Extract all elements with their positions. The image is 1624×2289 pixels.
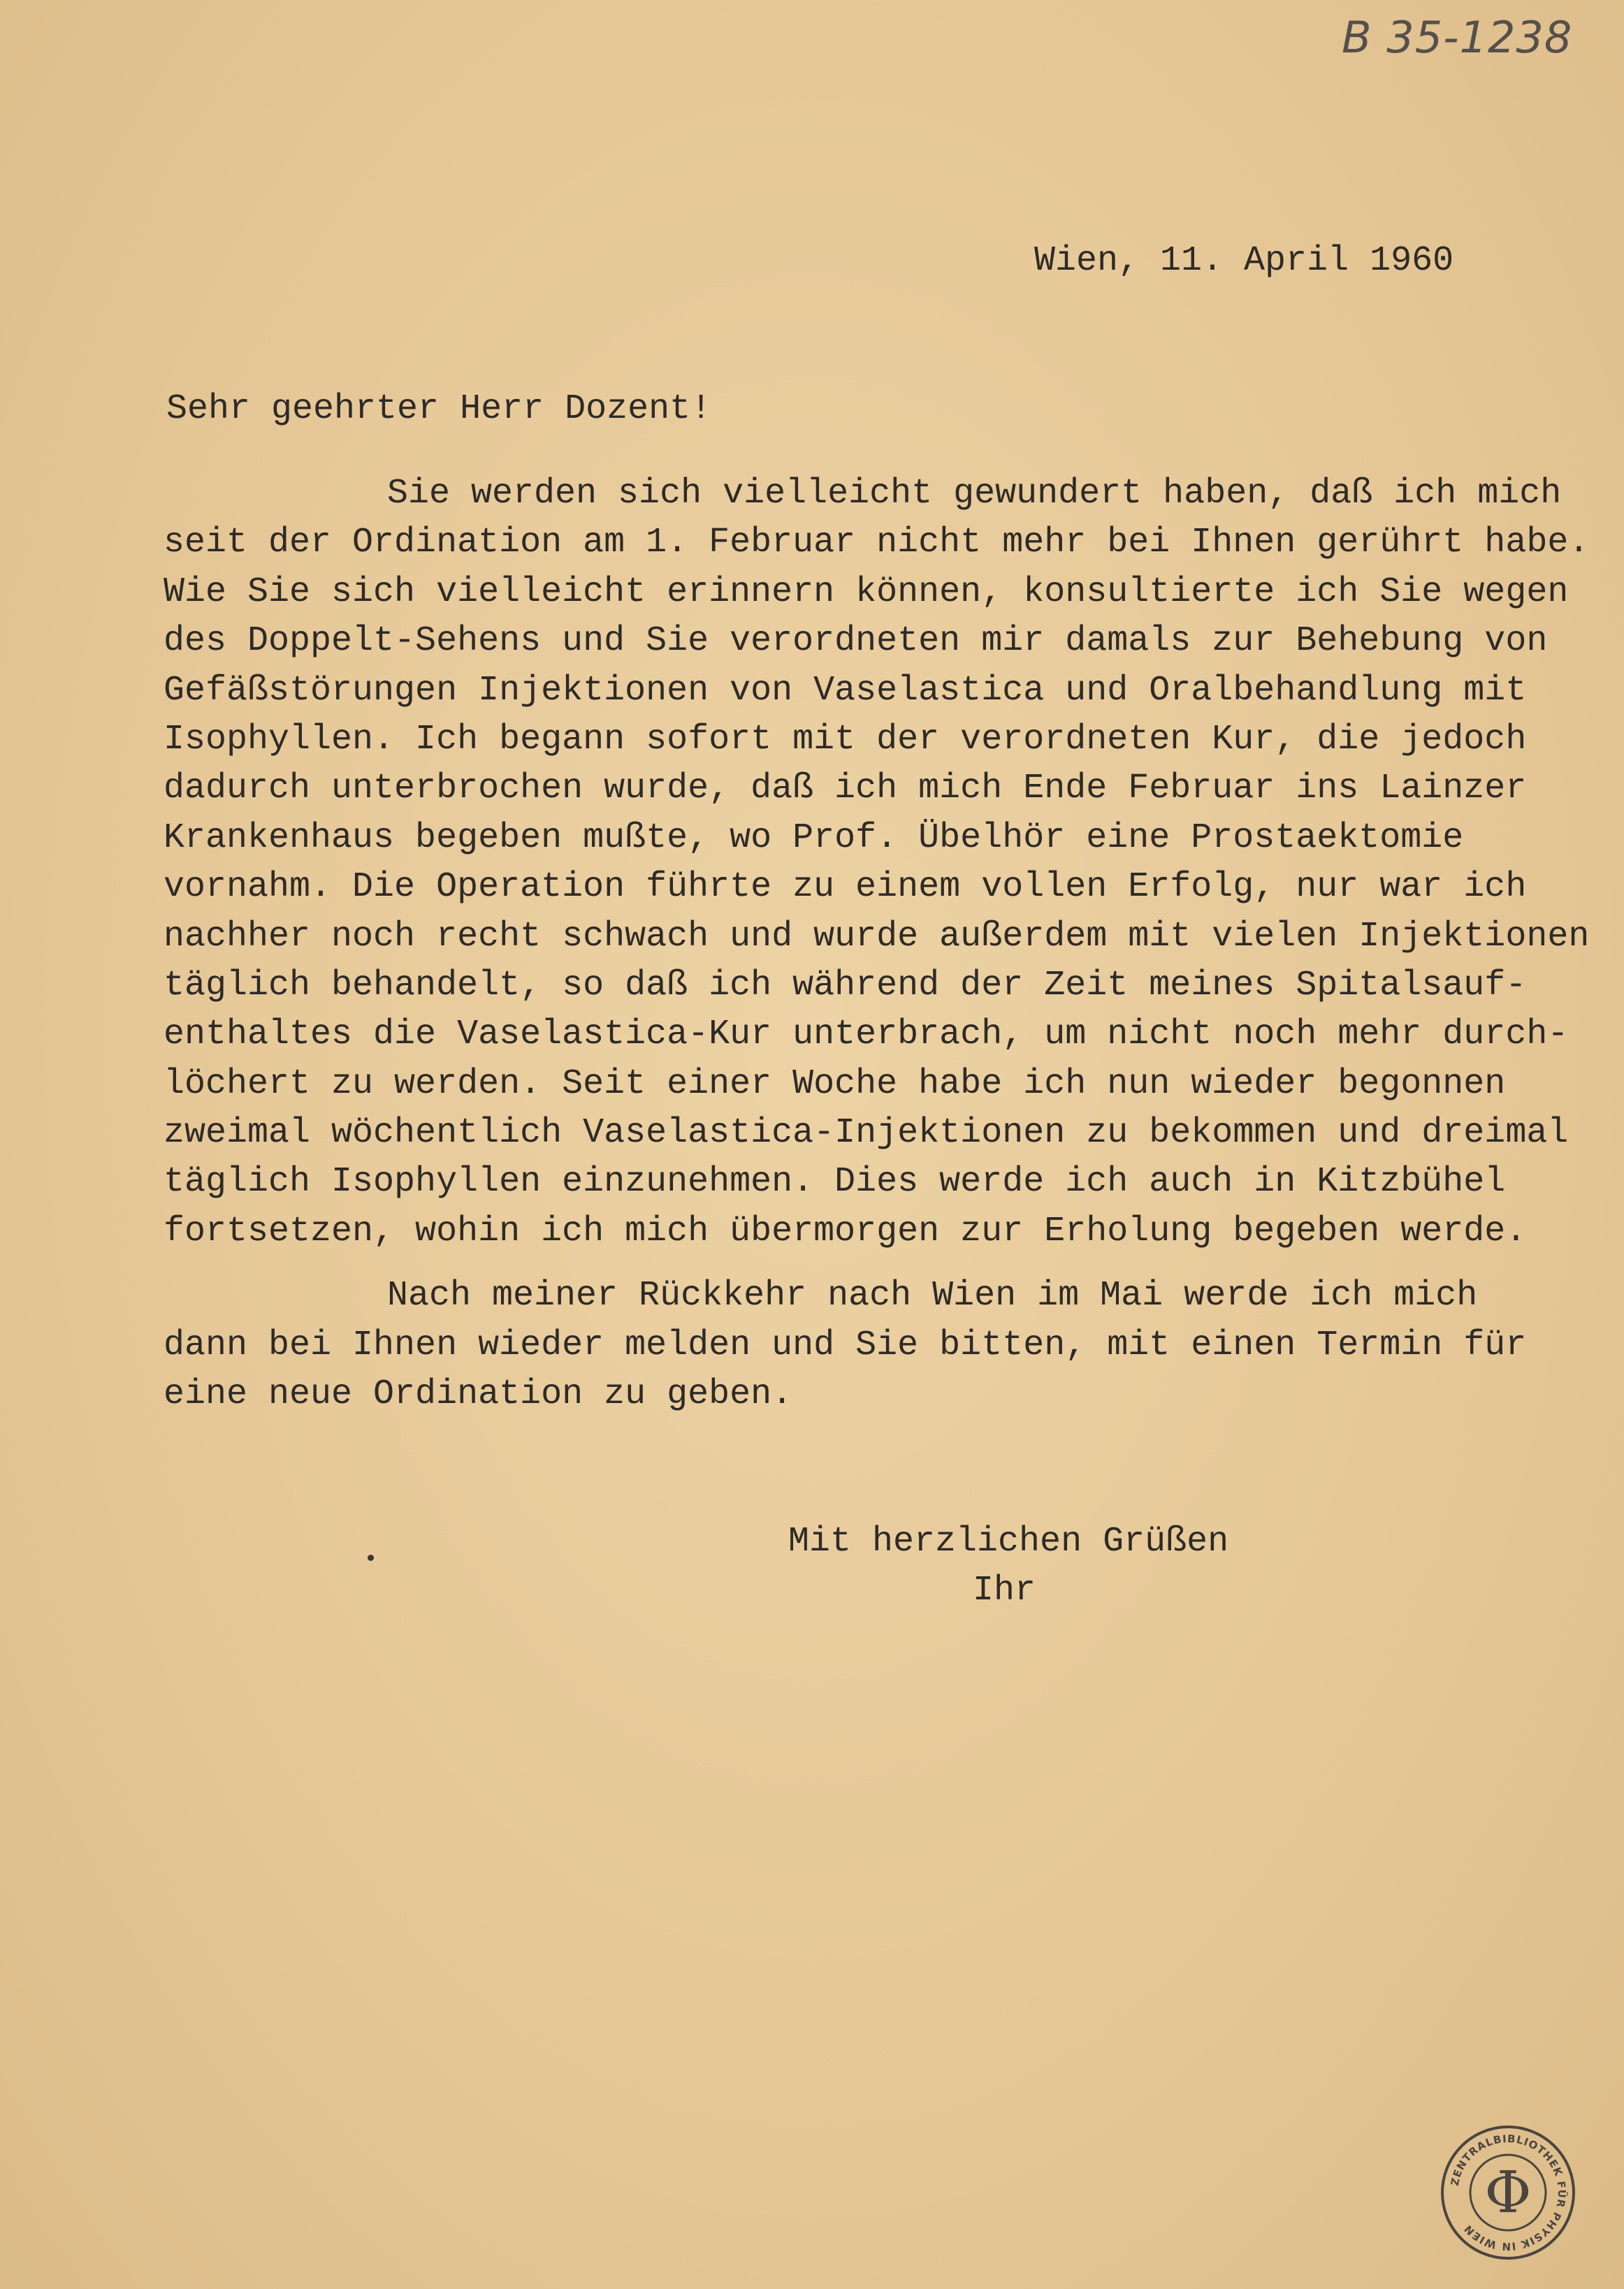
body-line: nachher noch recht schwach und wurde außerdem mit vielen Injektionen [164, 916, 1590, 957]
stray-ink-dot [368, 1555, 374, 1561]
paragraph-gap [164, 1256, 1547, 1272]
date-line: Wien, 11. April 1960 [1034, 241, 1454, 281]
body-line: löchert zu werden. Seit einer Woche habe ich nun wieder begonnen [164, 1063, 1506, 1104]
body-line: Krankenhaus begeben mußte, wo Prof. Übelhör eine Prostaektomie [164, 818, 1464, 858]
archive-number: B 35-1238 [1342, 12, 1573, 63]
library-stamp [1438, 2123, 1578, 2262]
body-line: täglich Isophyllen einzunehmen. Dies werde ich auch in Kitzbühel [164, 1162, 1506, 1202]
body-line: Gefäßstörungen Injektionen von Vaselastica und Oralbehandlung mit [164, 670, 1527, 711]
body-line: Isophyllen. Ich begann sofort mit der verordneten Kur, die jedoch [164, 719, 1527, 760]
phi-symbol-icon: Φ [1484, 2160, 1532, 2226]
body-line: enthaltes die Vaselastica-Kur unterbrach, um nicht noch mehr durch- [164, 1015, 1569, 1055]
body-line: eine neue Ordination zu geben. [164, 1374, 793, 1415]
body-line: Nach meiner Rückkehr nach Wien im Mai werde ich mich [387, 1276, 1478, 1316]
body-line: Sie werden sich vielleicht gewundert haben, daß ich mich [387, 474, 1562, 514]
body-line: des Doppelt-Sehens und Sie verordneten mir damals zur Behebung von [164, 621, 1548, 662]
stamp-text: ZENTRALBIBLIOTHEK FÜR PHYSIK IN WIEN [1448, 2132, 1569, 2253]
closing-signoff: Ihr [973, 1571, 1036, 1611]
closing [788, 1518, 1228, 1615]
body-line: täglich behandelt, so daß ich während der Zeit meines Spitalsauf- [164, 965, 1527, 1005]
body-line: zweimal wöchentlich Vaselastica-Injektionen zu bekommen und dreimal [164, 1113, 1569, 1154]
closing-greeting: Mit herzlichen Grüßen [788, 1522, 1229, 1562]
body-line: vornahm. Die Operation führte zu einem vollen Erfolg, nur war ich [164, 867, 1527, 908]
letter-body [164, 470, 1590, 1419]
body-line: fortsetzen, wohin ich mich übermorgen zur Erholung begeben werde. [164, 1211, 1527, 1251]
body-line: dadurch unterbrochen wurde, daß ich mich Ende Februar ins Lainzer [164, 769, 1527, 809]
salutation: Sehr geehrter Herr Dozent! [166, 389, 712, 429]
body-line: Wie Sie sich vielleicht erinnern können, konsultierte ich Sie wegen [164, 572, 1569, 612]
body-line: dann bei Ihnen wieder melden und Sie bitten, mit einen Termin für [164, 1325, 1527, 1365]
body-line: seit der Ordination am 1. Februar nicht mehr bei Ihnen gerührt habe. [164, 523, 1590, 563]
